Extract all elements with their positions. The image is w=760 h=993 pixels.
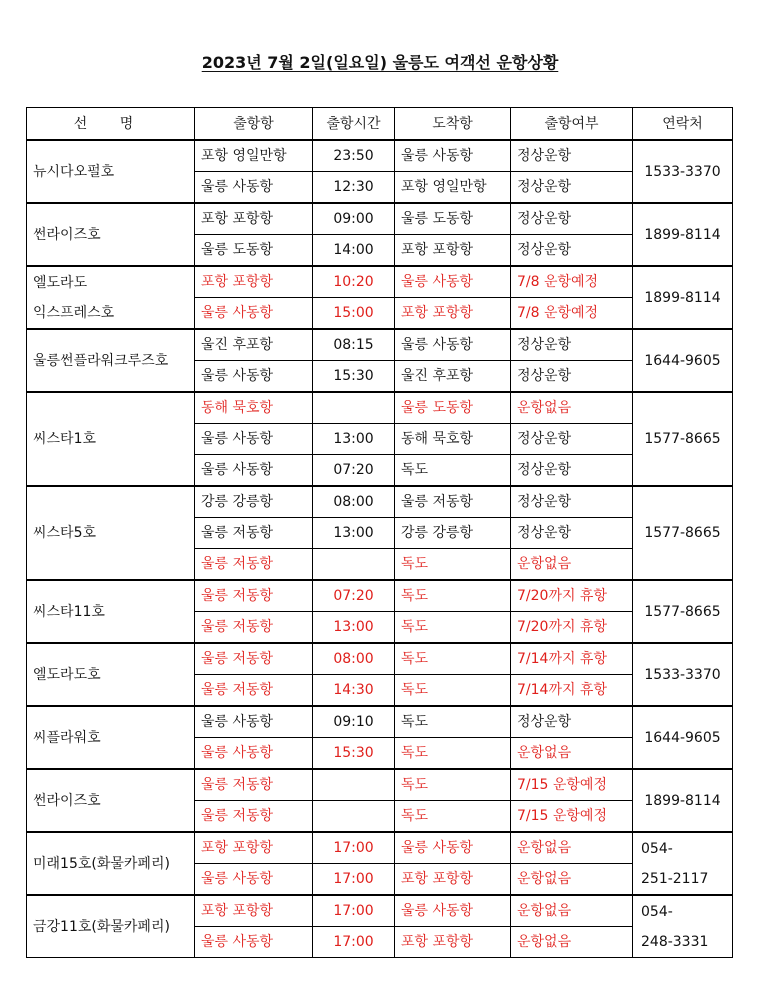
run-status: 정상운항	[511, 235, 633, 267]
arrive-port: 울진 후포항	[395, 361, 511, 393]
run-status: 운항없음	[511, 927, 633, 958]
arrive-port: 울릉 도동항	[395, 392, 511, 424]
ship-name: 울릉썬플라워크루즈호	[27, 329, 195, 392]
depart-time	[313, 801, 395, 833]
contact-phone: 1899-8114	[633, 769, 733, 832]
contact-phone: 1644-9605	[633, 706, 733, 769]
depart-time: 08:00	[313, 486, 395, 518]
arrive-port: 독도	[395, 455, 511, 487]
depart-time: 08:15	[313, 329, 395, 361]
table-row	[27, 203, 733, 235]
contact-phone: 1899-8114	[633, 266, 733, 329]
arrive-port: 포항 포항항	[395, 864, 511, 896]
run-status: 7/8 운항예정	[511, 266, 633, 298]
depart-time: 17:00	[313, 895, 395, 927]
table-row	[27, 706, 733, 738]
run-status: 정상운항	[511, 486, 633, 518]
contact-phone: 1577-8665	[633, 486, 733, 580]
depart-time: 23:50	[313, 140, 395, 172]
table-row	[27, 832, 733, 864]
run-status: 정상운항	[511, 424, 633, 455]
page-title-text: 2023년 7월 2일(일요일) 울릉도 여객선 운항상황	[201, 53, 559, 72]
ship-name: 썬라이즈호	[27, 769, 195, 832]
run-status: 정상운항	[511, 455, 633, 487]
depart-time: 14:00	[313, 235, 395, 267]
table-row	[27, 329, 733, 361]
depart-time: 15:30	[313, 361, 395, 393]
header-depart-port: 출항항	[195, 108, 313, 141]
depart-time: 08:00	[313, 643, 395, 675]
page-title	[0, 50, 760, 73]
contact-phone: 054- 248-3331	[633, 895, 733, 958]
depart-port: 울릉 저동항	[195, 549, 313, 581]
depart-port: 울릉 사동항	[195, 172, 313, 204]
depart-time	[313, 549, 395, 581]
depart-port: 포항 포항항	[195, 203, 313, 235]
table-row	[27, 486, 733, 518]
contact-phone: 1533-3370	[633, 643, 733, 706]
depart-time: 09:00	[313, 203, 395, 235]
run-status: 정상운항	[511, 140, 633, 172]
arrive-port: 독도	[395, 643, 511, 675]
depart-time: 15:00	[313, 298, 395, 330]
header-status: 출항여부	[511, 108, 633, 141]
run-status: 7/14까지 휴항	[511, 675, 633, 707]
run-status: 7/14까지 휴항	[511, 643, 633, 675]
table-header	[27, 108, 733, 141]
depart-port: 포항 영일만항	[195, 140, 313, 172]
run-status: 정상운항	[511, 172, 633, 204]
run-status: 운항없음	[511, 738, 633, 770]
arrive-port: 울릉 도동항	[395, 203, 511, 235]
depart-time: 09:10	[313, 706, 395, 738]
depart-time: 17:00	[313, 832, 395, 864]
run-status: 7/15 운항예정	[511, 769, 633, 801]
run-status: 정상운항	[511, 706, 633, 738]
arrive-port: 울릉 저동항	[395, 486, 511, 518]
ship-name: 미래15호(화물카페리)	[27, 832, 195, 895]
run-status: 운항없음	[511, 864, 633, 896]
ship-name: 씨스타1호	[27, 392, 195, 486]
ship-name: 엘도라도호	[27, 643, 195, 706]
run-status: 운항없음	[511, 549, 633, 581]
arrive-port: 독도	[395, 675, 511, 707]
depart-time: 07:20	[313, 580, 395, 612]
table-row	[27, 643, 733, 675]
header-row	[27, 108, 733, 141]
depart-port: 울릉 사동항	[195, 424, 313, 455]
contact-phone: 1533-3370	[633, 140, 733, 203]
run-status: 7/8 운항예정	[511, 298, 633, 330]
arrive-port: 독도	[395, 580, 511, 612]
table-row	[27, 769, 733, 801]
table-row	[27, 895, 733, 927]
arrive-port: 포항 포항항	[395, 298, 511, 330]
depart-port: 울릉 사동항	[195, 298, 313, 330]
depart-port: 울릉 사동항	[195, 706, 313, 738]
ship-name: 씨스타11호	[27, 580, 195, 643]
depart-port: 동해 묵호항	[195, 392, 313, 424]
arrive-port: 울릉 사동항	[395, 329, 511, 361]
run-status: 7/20까지 휴항	[511, 580, 633, 612]
depart-time	[313, 392, 395, 424]
arrive-port: 울릉 사동항	[395, 832, 511, 864]
depart-time: 10:20	[313, 266, 395, 298]
arrive-port: 울릉 사동항	[395, 140, 511, 172]
depart-port: 울릉 도동항	[195, 235, 313, 267]
table-row	[27, 392, 733, 424]
ship-name: 썬라이즈호	[27, 203, 195, 266]
depart-port: 포항 포항항	[195, 832, 313, 864]
arrive-port: 울릉 사동항	[395, 895, 511, 927]
table-body	[27, 140, 733, 958]
arrive-port: 포항 영일만항	[395, 172, 511, 204]
depart-port: 울릉 저동항	[195, 801, 313, 833]
depart-port: 울릉 저동항	[195, 518, 313, 549]
run-status: 정상운항	[511, 518, 633, 549]
table-row	[27, 266, 733, 298]
table-row	[27, 580, 733, 612]
arrive-port: 울릉 사동항	[395, 266, 511, 298]
run-status: 정상운항	[511, 203, 633, 235]
arrive-port: 독도	[395, 801, 511, 833]
ship-name: 금강11호(화물카페리)	[27, 895, 195, 958]
depart-port: 울릉 저동항	[195, 643, 313, 675]
contact-phone: 054- 251-2117	[633, 832, 733, 895]
run-status: 7/15 운항예정	[511, 801, 633, 833]
ferry-schedule-table	[26, 107, 733, 958]
contact-phone: 1577-8665	[633, 580, 733, 643]
arrive-port: 포항 포항항	[395, 235, 511, 267]
depart-time	[313, 769, 395, 801]
header-arrive-port: 도착항	[395, 108, 511, 141]
contact-phone: 1899-8114	[633, 203, 733, 266]
depart-port: 울릉 저동항	[195, 612, 313, 644]
depart-port: 울릉 사동항	[195, 927, 313, 958]
arrive-port: 독도	[395, 738, 511, 770]
run-status: 정상운항	[511, 329, 633, 361]
depart-time: 17:00	[313, 864, 395, 896]
depart-time: 13:00	[313, 424, 395, 455]
depart-port: 울릉 사동항	[195, 738, 313, 770]
depart-port: 울릉 저동항	[195, 675, 313, 707]
ship-name: 씨플라워호	[27, 706, 195, 769]
depart-port: 강릉 강릉항	[195, 486, 313, 518]
ship-name: 씨스타5호	[27, 486, 195, 580]
ship-name: 엘도라도 익스프레스호	[27, 266, 195, 329]
header-contact: 연락처	[633, 108, 733, 141]
depart-port: 포항 포항항	[195, 266, 313, 298]
depart-time: 12:30	[313, 172, 395, 204]
run-status: 운항없음	[511, 832, 633, 864]
depart-port: 울릉 사동항	[195, 455, 313, 487]
run-status: 운항없음	[511, 895, 633, 927]
ship-name: 뉴시다오펄호	[27, 140, 195, 203]
header-depart-time: 출항시간	[313, 108, 395, 141]
header-ship: 선 명	[27, 108, 195, 141]
depart-port: 울릉 사동항	[195, 864, 313, 896]
arrive-port: 독도	[395, 769, 511, 801]
depart-time: 14:30	[313, 675, 395, 707]
depart-time: 13:00	[313, 612, 395, 644]
run-status: 운항없음	[511, 392, 633, 424]
run-status: 정상운항	[511, 361, 633, 393]
depart-time: 07:20	[313, 455, 395, 487]
arrive-port: 독도	[395, 549, 511, 581]
arrive-port: 동해 묵호항	[395, 424, 511, 455]
depart-time: 15:30	[313, 738, 395, 770]
contact-phone: 1644-9605	[633, 329, 733, 392]
contact-phone: 1577-8665	[633, 392, 733, 486]
table-row	[27, 140, 733, 172]
arrive-port: 독도	[395, 706, 511, 738]
depart-port: 울릉 저동항	[195, 580, 313, 612]
depart-port: 울진 후포항	[195, 329, 313, 361]
depart-port: 울릉 사동항	[195, 361, 313, 393]
depart-time: 17:00	[313, 927, 395, 958]
depart-port: 포항 포항항	[195, 895, 313, 927]
arrive-port: 강릉 강릉항	[395, 518, 511, 549]
arrive-port: 포항 포항항	[395, 927, 511, 958]
depart-port: 울릉 저동항	[195, 769, 313, 801]
depart-time: 13:00	[313, 518, 395, 549]
run-status: 7/20까지 휴항	[511, 612, 633, 644]
arrive-port: 독도	[395, 612, 511, 644]
